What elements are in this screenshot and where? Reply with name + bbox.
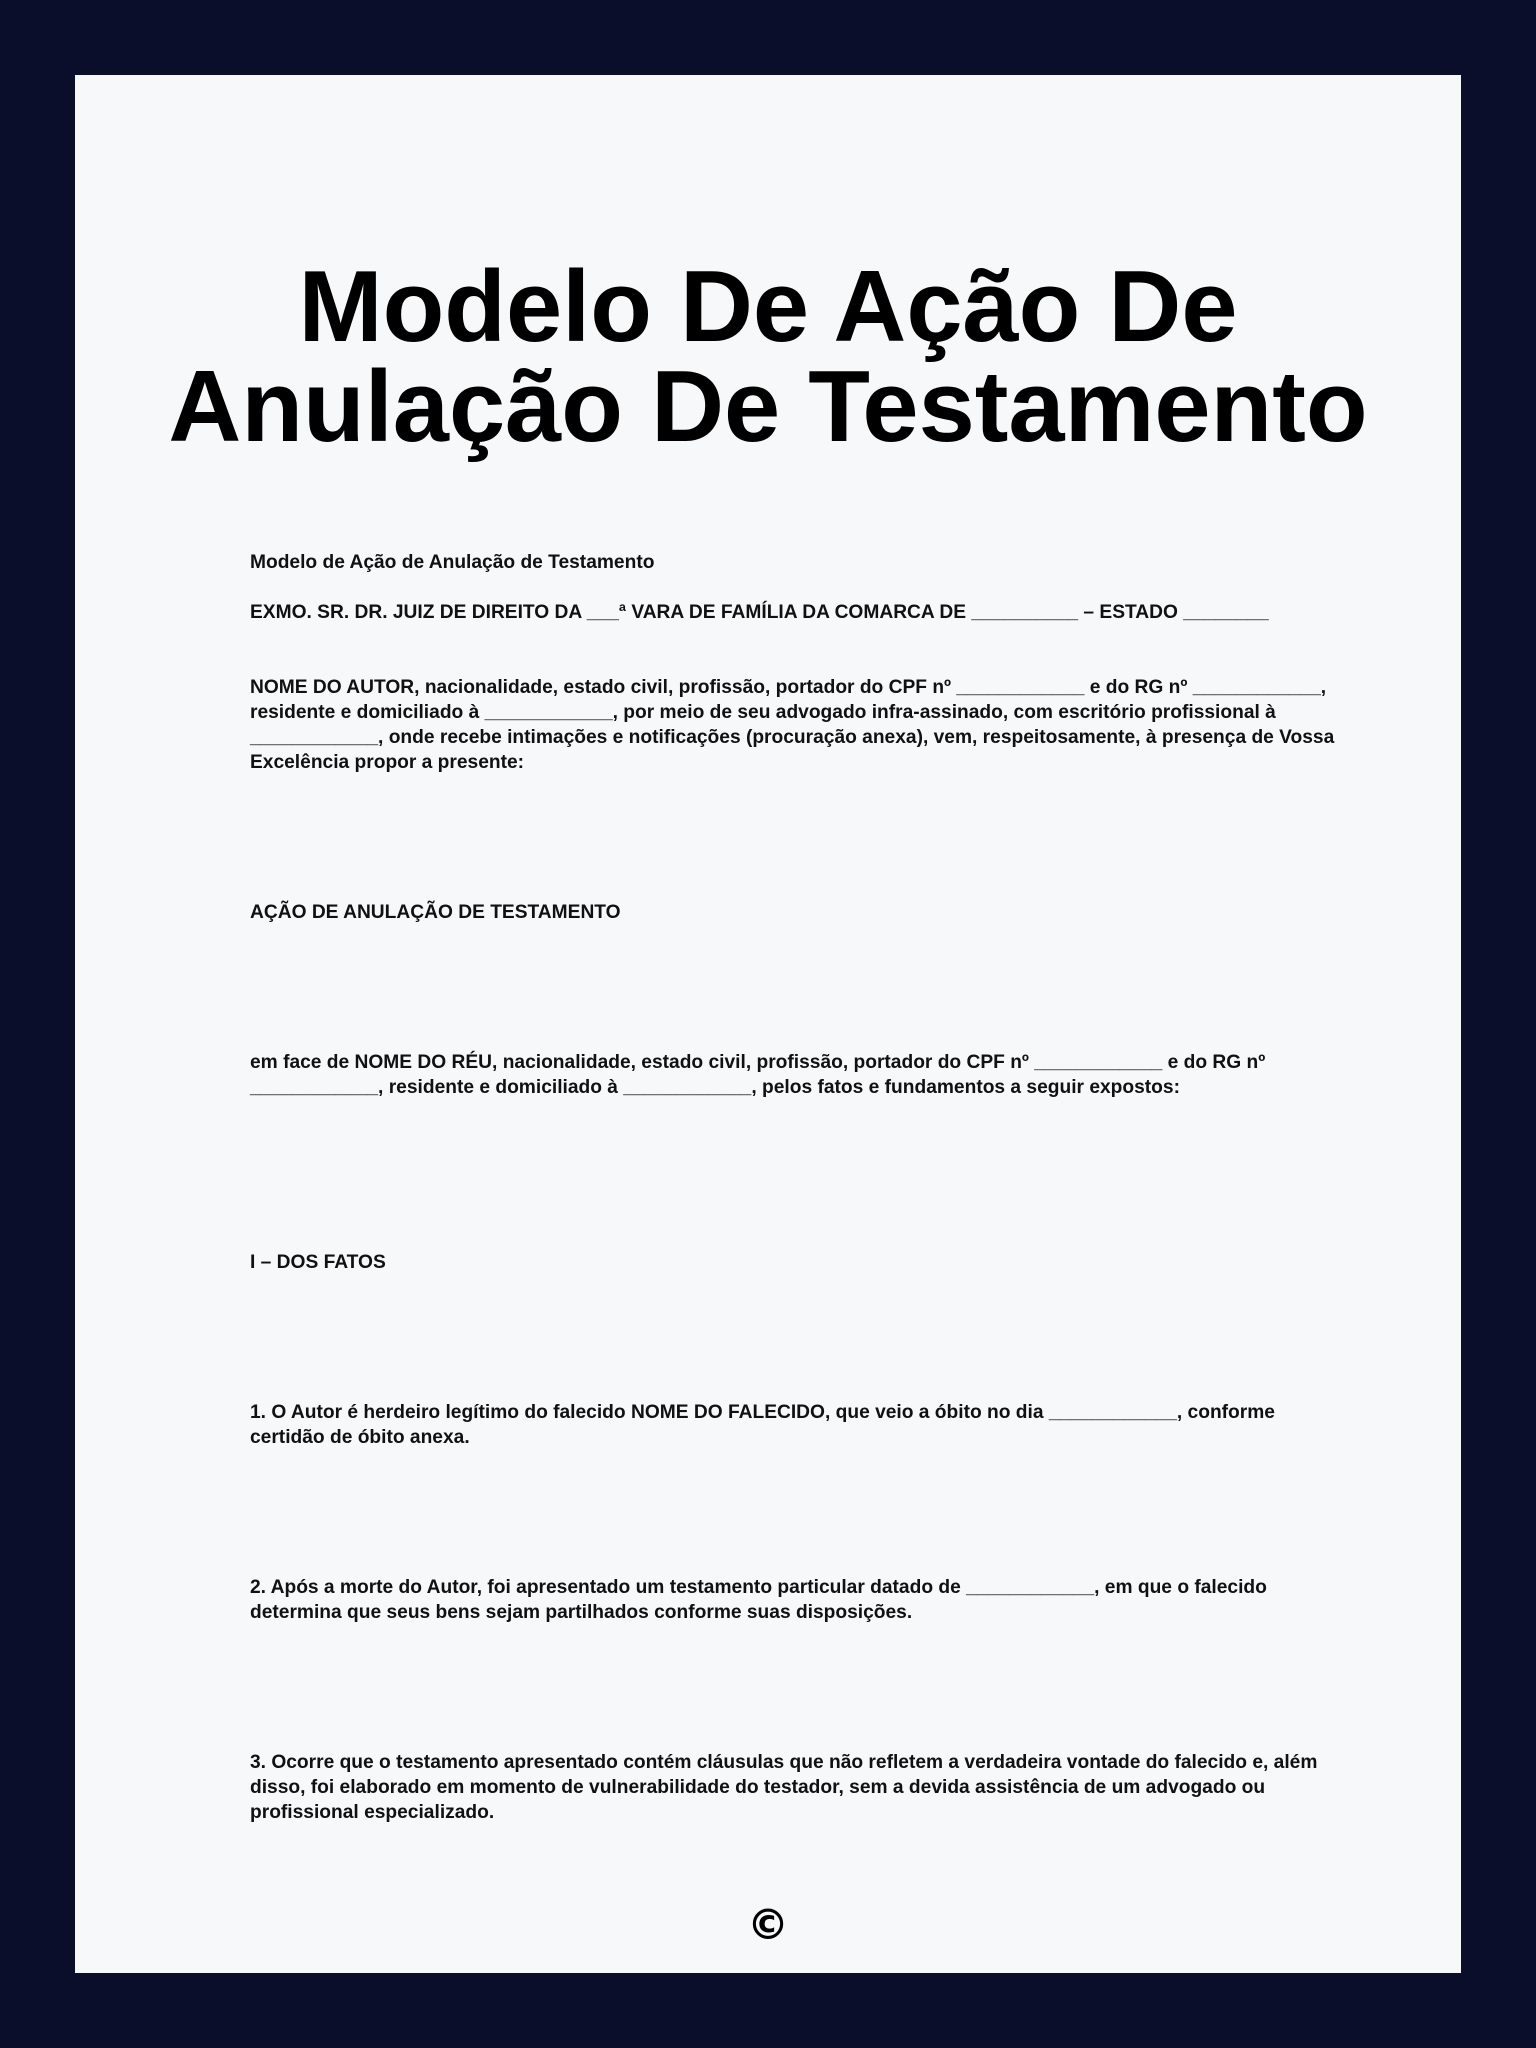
action-heading: AÇÃO DE ANULAÇÃO DE TESTAMENTO — [250, 902, 621, 923]
fact-paragraph-2: 2. Após a morte do Autor, foi apresentado um testamento particular datado de ____________, em que o falecido determina que seus bens sejam partilhados conforme suas disposições. — [250, 1577, 1267, 1623]
copyright-icon: © — [747, 1900, 789, 1949]
title-line-2: Anulação De Testamento — [168, 351, 1368, 463]
defendant-paragraph: em face de NOME DO RÉU, nacionalidade, estado civil, profissão, portador do CPF nº ____________ e do RG nº ____________, residente e domiciliado à ____________, pelos fatos e fundamentos a seguir expostos: — [250, 1052, 1266, 1098]
section-heading: I – DOS FATOS — [250, 1252, 386, 1273]
fact-paragraph-1: 1. O Autor é herdeiro legítimo do falecido NOME DO FALECIDO, que veio a óbito no dia ____________, conforme certidão de óbito anexa. — [250, 1402, 1275, 1448]
intro-paragraph: NOME DO AUTOR, nacionalidade, estado civil, profissão, portador do CPF nº ____________ e do RG nº ____________, residente e domiciliado à ____________, por meio de seu advogado infra-assinado, com escritório profissional à ____________, onde recebe intimações e notificações (procuração anexa), vem, respeitosamente, à presença de Vossa Excelência propor a presente: — [250, 677, 1335, 773]
addressee-paragraph: EXMO. SR. DR. JUIZ DE DIREITO DA ___ª VARA DE FAMÍLIA DA COMARCA DE __________ – ESTADO ________ — [250, 602, 1269, 623]
document-title — [75, 251, 1461, 463]
fact-paragraph-3: 3. Ocorre que o testamento apresentado contém cláusulas que não refletem a verdadeira vontade do falecido e, além disso, foi elaborado em momento de vulnerabilidade do testador, sem a devida assistência de um advogado ou profissional especializado. — [250, 1752, 1318, 1823]
document-page — [75, 75, 1461, 1973]
title-line-1: Modelo De Ação De — [298, 251, 1238, 363]
document-subtitle: Modelo de Ação de Anulação de Testamento — [250, 552, 655, 573]
